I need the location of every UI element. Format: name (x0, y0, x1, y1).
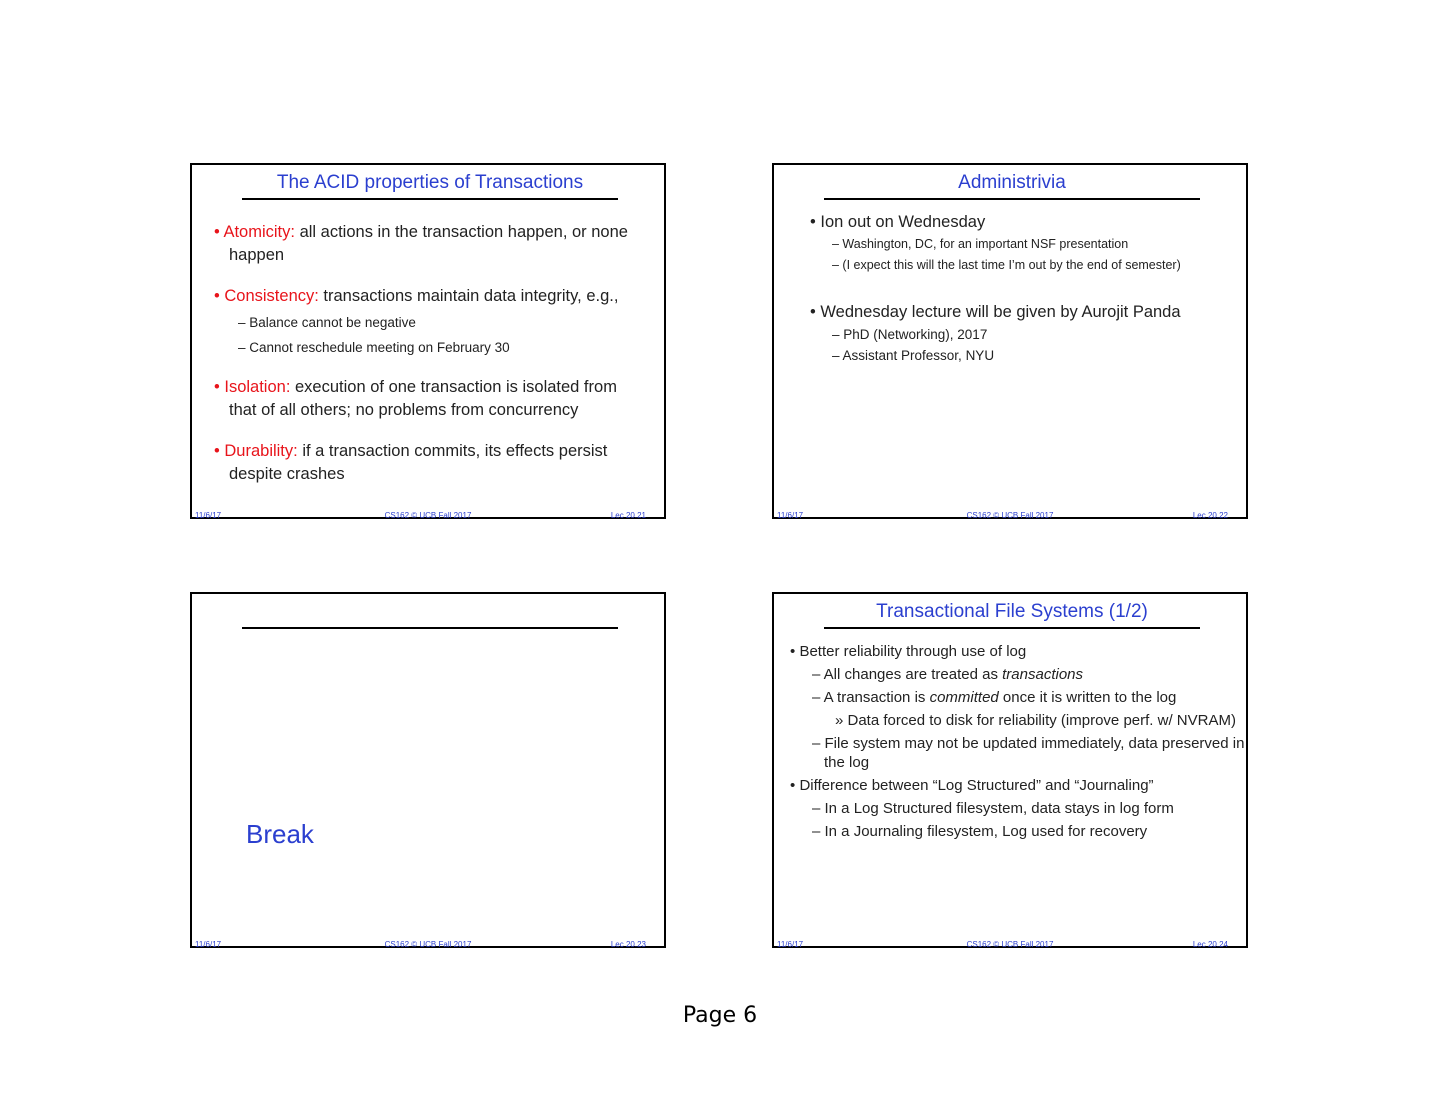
bullet-durability (214, 440, 607, 463)
text-atomicity: all actions in the transaction happen, or none (294, 223, 628, 241)
sub-emphasis: transactions (1002, 666, 1083, 683)
term-durability: Durability: (224, 442, 298, 460)
term-atomicity: Atomicity: (223, 223, 295, 241)
bullet-dot: • (214, 223, 220, 241)
footer-lecture: Lec 20.22 (1192, 511, 1228, 520)
sub-item (812, 688, 1176, 708)
slide-title: The ACID properties of Transactions (276, 172, 584, 193)
term-consistency: Consistency: (224, 287, 319, 305)
bullet-text: Difference between “Log Structured” and “Journaling” (799, 777, 1154, 794)
term-isolation: Isolation: (224, 378, 291, 396)
bullet-dot: • (214, 442, 220, 460)
bullet-dot: • (790, 643, 796, 660)
sub-item: – (I expect this will the last time I’m out by the end of semester) (832, 258, 1181, 272)
bullet-consistency (214, 285, 618, 308)
sub-item: – Assistant Professor, NYU (832, 348, 995, 363)
sub-sub-item: » Data forced to disk for reliability (improve perf. w/ NVRAM) (835, 712, 1236, 729)
text-durability: if a transaction commits, its effects persist (297, 442, 608, 460)
bullet-text: Ion out on Wednesday (820, 213, 986, 231)
page-number: Page 6 (682, 1003, 758, 1028)
bullet-reliability (790, 642, 1026, 662)
text-consistency: transactions maintain data integrity, e.g., (318, 287, 619, 305)
bullet-dot: • (214, 287, 220, 305)
footer-course: CS162 © UCB Fall 2017 (966, 940, 1054, 949)
sub-text: – A transaction is (812, 689, 930, 706)
sub-item: – Balance cannot be negative (238, 315, 416, 330)
slide-body (774, 594, 1246, 946)
slide-administrivia (772, 163, 1248, 519)
slide-body (192, 165, 664, 517)
text-atomicity-cont: happen (229, 246, 285, 264)
sub-item: – File system may not be updated immediately, data preserved in (812, 735, 1245, 752)
bullet-dot: • (790, 777, 796, 794)
bullet-atomicity (214, 221, 628, 244)
sub-text: – All changes are treated as (812, 666, 1003, 683)
sub-item (812, 665, 1083, 685)
slide-acid-properties (190, 163, 666, 519)
bullet-wednesday-lecture (810, 301, 1181, 324)
text-isolation-cont: that of all others; no problems from concurrency (229, 401, 579, 419)
footer-course: CS162 © UCB Fall 2017 (384, 940, 472, 949)
footer-lecture: Lec 20.24 (1192, 940, 1228, 949)
bullet-dot: • (214, 378, 220, 396)
slide-transactional-file-systems (772, 592, 1248, 948)
break-heading: Break (246, 819, 314, 849)
bullet-ion-out (810, 211, 985, 234)
sub-item: – Washington, DC, for an important NSF presentation (832, 237, 1129, 251)
footer-date: 11/6/17 (195, 940, 222, 949)
sub-item: – In a Log Structured filesystem, data stays in log form (812, 800, 1174, 817)
footer-date: 11/6/17 (777, 940, 804, 949)
slide-title: Administrivia (958, 172, 1066, 193)
bullet-difference (790, 776, 1154, 796)
bullet-text: Better reliability through use of log (799, 643, 1027, 660)
bullet-text: Wednesday lecture will be given by Aurojit Panda (820, 303, 1181, 321)
slide-break (190, 592, 666, 948)
title-underline (242, 627, 618, 629)
bullet-dot: • (810, 213, 816, 231)
sub-emphasis: committed (929, 689, 999, 706)
sub-item: – PhD (Networking), 2017 (832, 327, 988, 342)
text-isolation: execution of one transaction is isolated from (290, 378, 617, 396)
footer-course: CS162 © UCB Fall 2017 (384, 511, 472, 520)
footer-date: 11/6/17 (195, 511, 222, 520)
sub-item: – In a Journaling filesystem, Log used for recovery (812, 823, 1148, 840)
text-durability-cont: despite crashes (229, 465, 345, 483)
footer-lecture: Lec 20.23 (610, 940, 646, 949)
sub-text-tail: once it is written to the log (998, 689, 1177, 706)
slide-title: Transactional File Systems (1/2) (876, 601, 1148, 622)
footer-course: CS162 © UCB Fall 2017 (966, 511, 1054, 520)
footer-lecture: Lec 20.21 (610, 511, 646, 520)
footer-date: 11/6/17 (777, 511, 804, 520)
sub-item: – Cannot reschedule meeting on February 30 (238, 340, 510, 355)
bullet-dot: • (810, 303, 816, 321)
slide-body (774, 165, 1246, 517)
sub-item-cont: the log (824, 754, 870, 771)
bullet-isolation (214, 376, 617, 399)
